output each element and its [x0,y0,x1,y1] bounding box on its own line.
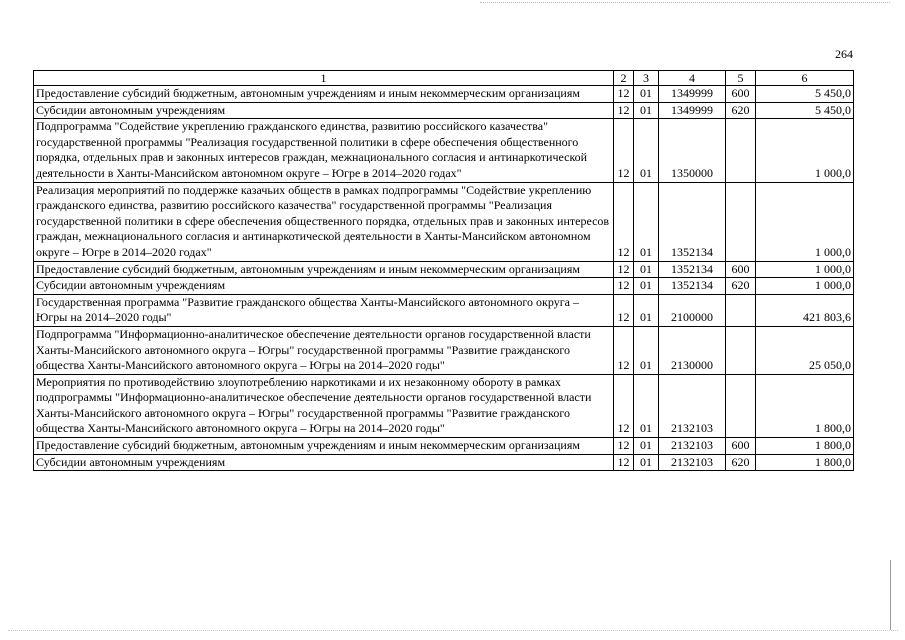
table-row [34,261,854,278]
row-subsection: 01 [634,454,659,471]
table-row [34,102,854,119]
row-name: Предоставление субсидий бюджетным, автономным учреждениям и иным некоммерческим организациям [34,438,614,455]
row-name: Мероприятия по противодействию злоупотреблению наркотиками и их незаконному обороту в рамках подпрограммы "Информационно-аналитическое обеспечение деятельности органов государственной власти Ханты-Мансийского автономного округа – Югры" государственной программы "Развитие гражданского общества Ханты-Мансийского автономного округа – Югры на 2014–2020 годы" [34,374,614,437]
row-amount: 1 800,0 [756,374,854,437]
row-amount: 5 450,0 [756,86,854,103]
row-subsection: 01 [634,182,659,261]
row-section: 12 [614,326,634,374]
row-type: 600 [726,261,756,278]
row-amount: 1 800,0 [756,454,854,471]
table-row [34,438,854,455]
row-type [726,374,756,437]
row-code: 2132103 [659,374,726,437]
row-subsection: 01 [634,374,659,437]
row-subsection: 01 [634,294,659,326]
row-section: 12 [614,438,634,455]
row-type [726,182,756,261]
budget-table [33,70,854,471]
row-name: Предоставление субсидий бюджетным, автономным учреждениям и иным некоммерческим организациям [34,261,614,278]
table-row [34,326,854,374]
row-name: Реализация мероприятий по поддержке казачьих обществ в рамках подпрограммы "Содействие укреплению гражданского единства, развитию российского казачества" государственной программы "Реализация государственной политики в сфере обеспечения общественного порядка, отдельных прав и законных интересов граждан, межнационального согласия и антинаркотической деятельности в Ханты-Мансийском автономном округе – Югре в 2014–2020 годах" [34,182,614,261]
header-cell-name: 1 [34,71,614,86]
row-type: 620 [726,278,756,295]
scan-artifact-top [480,2,890,4]
row-type [726,119,756,182]
row-name: Предоставление субсидий бюджетным, автономным учреждениям и иным некоммерческим организациям [34,86,614,103]
row-code: 1349999 [659,102,726,119]
row-name: Субсидии автономным учреждениям [34,454,614,471]
row-amount: 1 000,0 [756,278,854,295]
row-section: 12 [614,278,634,295]
table-row [34,182,854,261]
row-section: 12 [614,86,634,103]
row-subsection: 01 [634,326,659,374]
row-amount: 421 803,6 [756,294,854,326]
row-subsection: 01 [634,119,659,182]
scan-artifact-bottom [8,630,898,632]
row-code: 1352134 [659,182,726,261]
row-name: Подпрограмма "Содействие укреплению гражданского единства, развитию российского казачества" государственной программы "Реализация государственной политики в сфере обеспечения общественного порядка, отдельных прав и законных интересов граждан, межнационального согласия и антинаркотической деятельности в Ханты-Мансийском автономном округе – Югре в 2014–2020 годах" [34,119,614,182]
row-code: 1350000 [659,119,726,182]
row-type: 620 [726,102,756,119]
row-code: 2100000 [659,294,726,326]
row-subsection: 01 [634,278,659,295]
row-name: Государственная программа "Развитие гражданского общества Ханты-Мансийского автономного округа – Югры на 2014–2020 годы" [34,294,614,326]
page-number: 264 [835,47,853,61]
header-cell-subsection: 3 [634,71,659,86]
row-code: 1352134 [659,261,726,278]
row-amount: 1 000,0 [756,261,854,278]
row-section: 12 [614,294,634,326]
header-cell-code: 4 [659,71,726,86]
row-type: 600 [726,86,756,103]
table-row [34,454,854,471]
row-amount: 1 000,0 [756,182,854,261]
row-name: Субсидии автономным учреждениям [34,102,614,119]
row-type: 600 [726,438,756,455]
row-amount: 1 800,0 [756,438,854,455]
row-section: 12 [614,261,634,278]
row-code: 2132103 [659,454,726,471]
row-section: 12 [614,102,634,119]
row-name: Субсидии автономным учреждениям [34,278,614,295]
row-subsection: 01 [634,86,659,103]
table-row [34,86,854,103]
row-type [726,326,756,374]
table-row [34,294,854,326]
header-cell-section: 2 [614,71,634,86]
table-row [34,278,854,295]
header-row [34,71,854,86]
row-name: Подпрограмма "Информационно-аналитическое обеспечение деятельности органов государственной власти Ханты-Мансийского автономного округа – Югры" государственной программы "Развитие гражданского общества Ханты-Мансийского автономного округа – Югры на 2014–2020 годы" [34,326,614,374]
row-section: 12 [614,454,634,471]
row-code: 1349999 [659,86,726,103]
table-row [34,374,854,437]
row-subsection: 01 [634,102,659,119]
row-code: 2132103 [659,438,726,455]
header-cell-type: 5 [726,71,756,86]
row-code: 2130000 [659,326,726,374]
row-section: 12 [614,119,634,182]
row-code: 1352134 [659,278,726,295]
row-subsection: 01 [634,261,659,278]
scan-artifact-right [890,560,891,630]
row-amount: 1 000,0 [756,119,854,182]
row-type: 620 [726,454,756,471]
row-section: 12 [614,182,634,261]
row-type [726,294,756,326]
row-section: 12 [614,374,634,437]
row-amount: 25 050,0 [756,326,854,374]
row-amount: 5 450,0 [756,102,854,119]
header-cell-amount: 6 [756,71,854,86]
row-subsection: 01 [634,438,659,455]
table-row [34,119,854,182]
